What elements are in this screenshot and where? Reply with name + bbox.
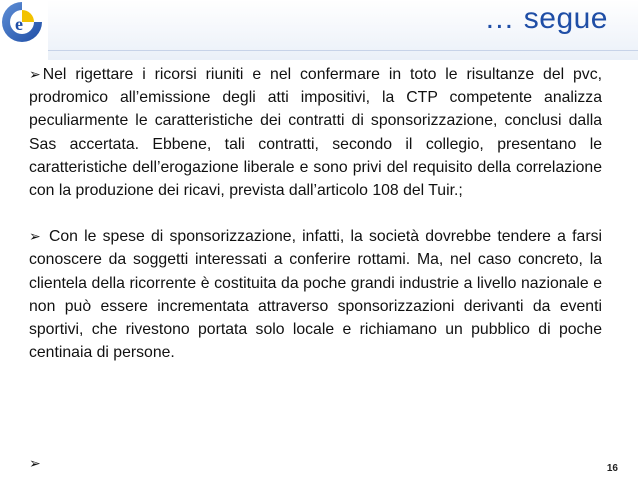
- paragraph-2: [29, 225, 602, 364]
- agenzia-entrate-logo-icon: [0, 0, 44, 44]
- svg-text:e: e: [15, 14, 23, 34]
- arrow-bullet-icon: ➢: [29, 228, 41, 245]
- page-number: 16: [606, 463, 618, 474]
- arrow-bullet-icon: ➢: [29, 66, 41, 82]
- title-divider: [48, 50, 638, 51]
- paragraph-1: [29, 63, 602, 202]
- arrow-bullet-icon: ➢: [29, 455, 41, 471]
- body-text: [29, 63, 602, 364]
- paragraph-1-text: Nel rigettare i ricorsi riuniti e nel confermare in toto le risultanze del pvc, prodromico all’emissione degli atti impositivi, la CTP competente analizza peculiarmente le caratteristiche dei contratti di sponsorizzazione, conclusi dalla Sas accertata. Ebbene, tali contratti, secondo il collegio, presentano le caratteristiche dell’erogazione liberale e sono privi del requisito della correlazione con la produzione dei ricavi, prevista dall’articolo 108 del Tuir.;: [29, 66, 602, 200]
- paragraph-2-text: Con le spese di sponsorizzazione, infatti, la società dovrebbe tendere a farsi conoscere da soggetti interessati a conferire rottami. Ma, nel caso concreto, la clientela della ricorrente è costituita da poche grandi industrie a livello nazionale e non può essere incrementata attraverso sponsorizzazioni derivanti da eventi sportivi, che rivestono portata solo locale e richiamano un pubblico di poche centinaia di persone.: [29, 228, 602, 362]
- page-title: … segue: [484, 2, 608, 35]
